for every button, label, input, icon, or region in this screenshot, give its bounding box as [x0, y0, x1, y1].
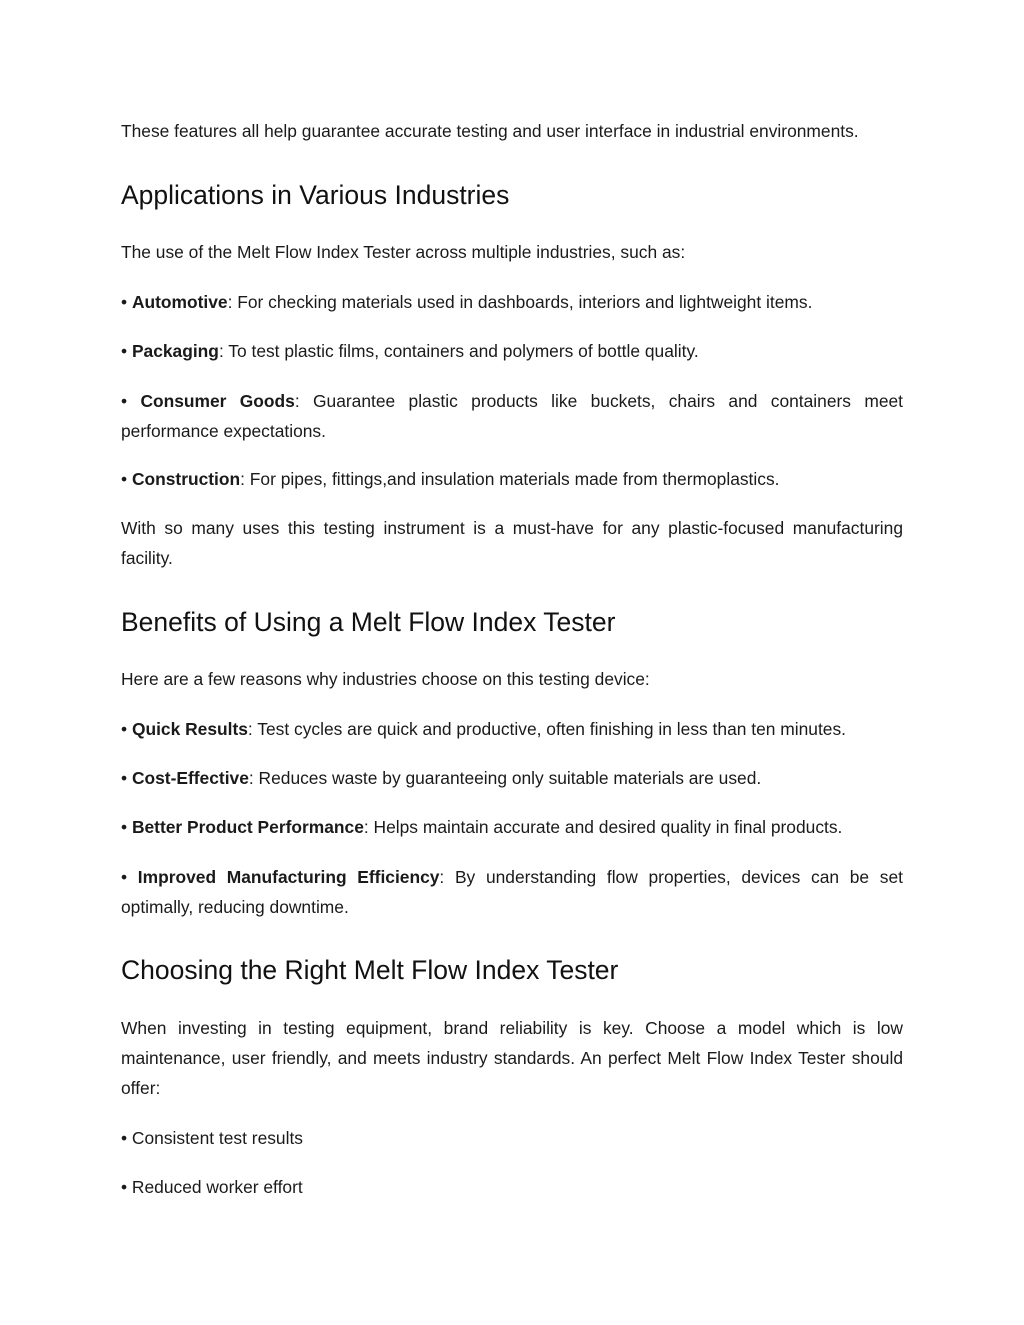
- bullet-text: : To test plastic films, containers and polymers of bottle quality.: [218, 341, 699, 361]
- list-item-quick-results: [121, 714, 903, 744]
- section-heading-applications: Applications in Various Industries: [121, 180, 510, 210]
- bullet-mark: •: [121, 391, 128, 411]
- section-closing-applications: With so many uses this testing instrument is a must-have for any plastic-focused manufacturing facility.: [121, 518, 903, 568]
- bullet-mark: •: [121, 341, 128, 361]
- section-heading-benefits: Benefits of Using a Melt Flow Index Tester: [121, 607, 616, 637]
- bullet-term: Packaging: [131, 341, 219, 361]
- list-item-construction: [121, 464, 903, 494]
- bullet-mark: •: [121, 817, 128, 837]
- list-item-consumer-goods: [121, 386, 903, 446]
- bullet-mark: •: [121, 469, 128, 489]
- list-item-consistent-results: • Consistent test results: [121, 1128, 303, 1148]
- bullet-term: Construction: [131, 469, 241, 489]
- bullet-text: : Helps maintain accurate and desired quality in final products.: [363, 817, 843, 837]
- bullet-text: : For pipes, fittings,and insulation materials made from thermoplastics.: [240, 469, 780, 489]
- bullet-text: : For checking materials used in dashboards, interiors and lightweight items.: [227, 292, 813, 312]
- list-item-cost-effective: [121, 763, 903, 793]
- list-item-packaging: [121, 336, 903, 366]
- bullet-term: Quick Results: [131, 719, 248, 739]
- bullet-mark: •: [121, 768, 128, 788]
- bullet-mark: •: [121, 719, 128, 739]
- bullet-text: : By understanding flow properties, devices can be set optimally, reducing downtime.: [121, 867, 903, 917]
- bullet-mark: •: [121, 867, 128, 887]
- bullet-term: Consumer Goods: [140, 391, 295, 411]
- bullet-term: Cost-Effective: [131, 768, 249, 788]
- section-lead-benefits: Here are a few reasons why industries choose on this testing device:: [121, 669, 650, 689]
- bullet-term: Better Product Performance: [131, 817, 364, 837]
- bullet-text: : Guarantee plastic products like buckets, chairs and containers meet performance expectations.: [121, 391, 903, 441]
- list-item-automotive: [121, 287, 903, 317]
- list-item-better-product-performance: [121, 812, 903, 842]
- bullet-text: : Test cycles are quick and productive, often finishing in less than ten minutes.: [247, 719, 846, 739]
- list-item-improved-efficiency: [121, 862, 903, 922]
- list-item-reduced-effort: • Reduced worker effort: [121, 1177, 303, 1197]
- section-lead-applications: The use of the Melt Flow Index Tester across multiple industries, such as:: [121, 242, 686, 262]
- section-lead-choosing: When investing in testing equipment, brand reliability is key. Choose a model which is low maintenance, user friendly, and meets industry standards. An perfect Melt Flow Index Tester should offer:: [121, 1018, 903, 1098]
- section-heading-choosing: Choosing the Right Melt Flow Index Tester: [121, 955, 619, 985]
- intro-paragraph: These features all help guarantee accurate testing and user interface in industrial environments.: [121, 121, 859, 141]
- bullet-text: : Reduces waste by guaranteeing only suitable materials are used.: [248, 768, 762, 788]
- bullet-term: Automotive: [131, 292, 228, 312]
- bullet-mark: •: [121, 292, 128, 312]
- bullet-term: Improved Manufacturing Efficiency: [137, 867, 440, 887]
